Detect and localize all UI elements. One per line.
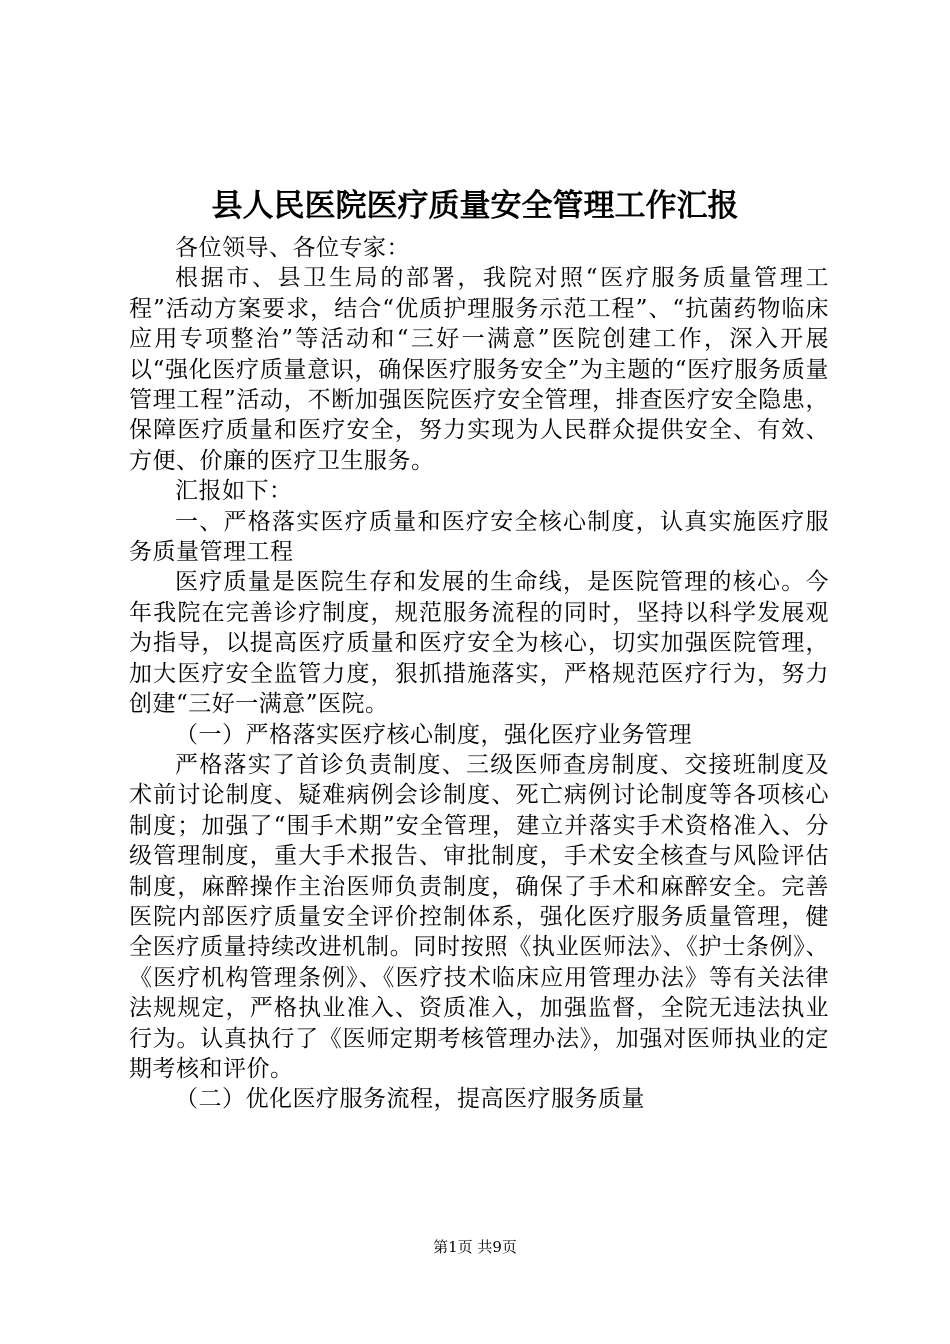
subsection-heading-2: （二）优化医疗服务流程，提高医疗服务质量 (175, 1086, 645, 1113)
document-body (129, 233, 829, 1115)
report-lead-in: 汇报如下： (175, 478, 293, 505)
subsection-heading-1: （一）严格落实医疗核心制度，强化医疗业务管理 (175, 721, 692, 748)
document-title: 县人民医院医疗质量安全管理工作汇报 (211, 188, 739, 224)
section-heading-1: 一、严格落实医疗质量和医疗安全核心制度，认真实施医疗服务质量管理工程 (129, 508, 829, 566)
salutation: 各位领导、各位专家： (175, 235, 410, 261)
page-number-footer: 第1页 共9页 (433, 1238, 517, 1256)
section-1-paragraph: 医疗质量是医院生存和发展的生命线，是医院管理的核心。今年我院在完善诊疗制度，规范服务流程的同时，坚持以科学发展观为指导，以提高医疗质量和医疗安全为核心，切实加强医院管理，加大医疗安全监管力度，狠抓措施落实，严格规范医疗行为，努力创建“三好一满意”医院。 (129, 569, 829, 718)
subsection-1-paragraph: 严格落实了首诊负责制度、三级医师查房制度、交接班制度及术前讨论制度、疑难病例会诊制度、死亡病例讨论制度等各项核心制度；加强了“围手术期”安全管理，建立并落实手术资格准入、分级管理制度，重大手术报告、审批制度，手术安全核查与风险评估制度，麻醉操作主治医师负责制度，确保了手术和麻醉安全。完善医院内部医疗质量安全评价控制体系，强化医疗服务质量管理，健全医疗质量持续改进机制。同时按照《执业医师法》、《护士条例》、《医疗机构管理条例》、《医疗技术临床应用管理办法》等有关法律法规规定，严格执业准入、资质准入，加强监督，全院无违法执业行为。认真执行了《医师定期考核管理办法》，加强对医师执业的定期考核和评价。 (129, 751, 829, 1082)
intro-paragraph: 根据市、县卫生局的部署，我院对照“医疗服务质量管理工程”活动方案要求，结合“优质护理服务示范工程”、“抗菌药物临床应用专项整治”等活动和“三好一满意”医院创建工作，深入开展以“强化医疗质量意识，确保医疗服务安全”为主题的“医疗服务质量管理工程”活动，不断加强医院医疗安全管理，排查医疗安全隐患，保障医疗质量和医疗安全，努力实现为人民群众提供安全、有效、方便、价廉的医疗卫生服务。 (129, 265, 829, 474)
